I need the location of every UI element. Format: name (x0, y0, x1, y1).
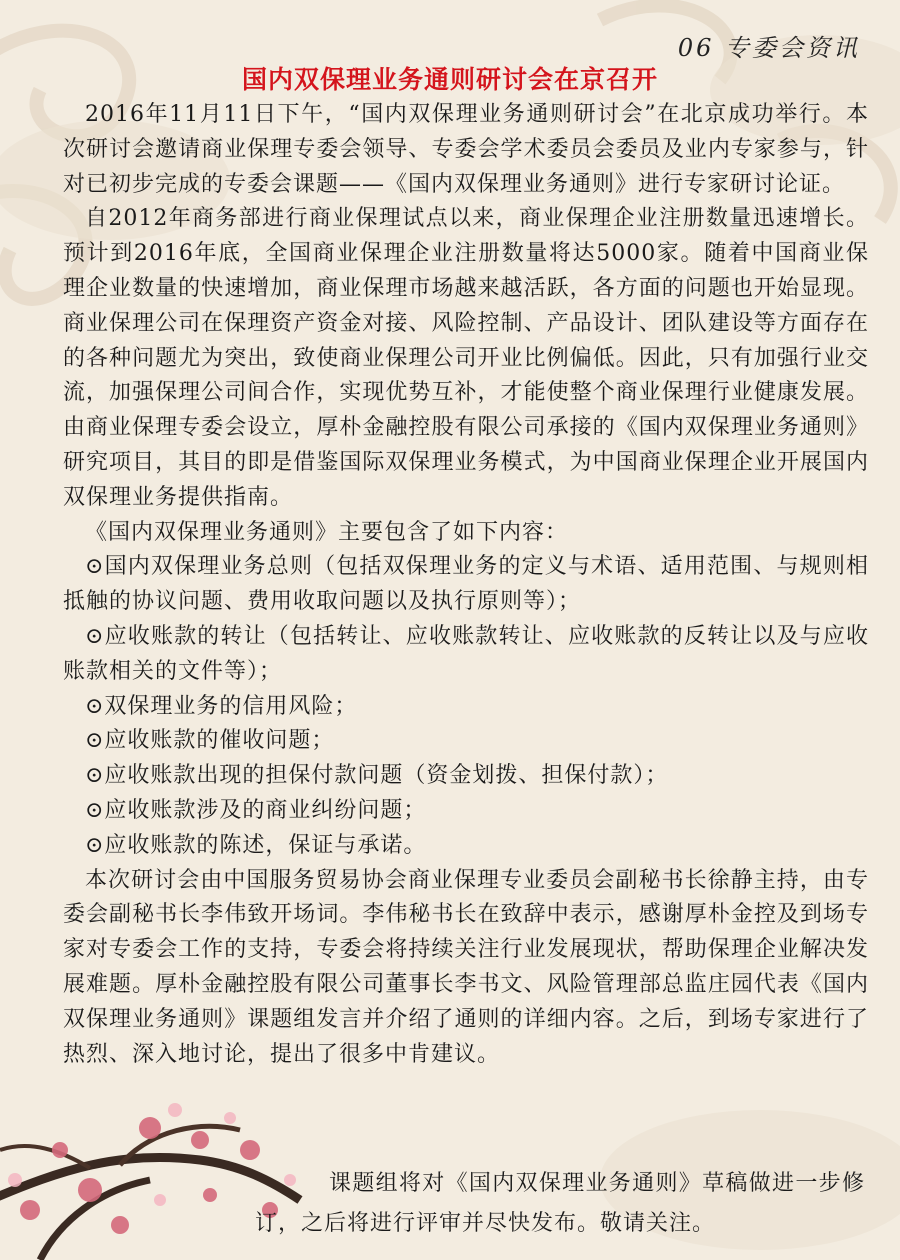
article-title: 国内双保理业务通则研讨会在京召开 (241, 65, 658, 94)
paragraph-contents-intro: 《国内双保理业务通则》主要包含了如下内容： (85, 519, 569, 545)
paragraph-summary: 本次研讨会由中国服务贸易协会商业保理专业委员会副秘书长徐静主持，由专委会副秘书长李伟致开场词。李伟秘书长在致辞中表示，感谢厚朴金控及到场专家对专委会工作的支持，专委会将持续关注行业发展现状，帮助保理企业解决发展难题。厚朴金融控股有限公司董事长李书文、风险管理部总监庄园代表《国内双保理业务通则》课题组发言并介绍了通则的详细内容。之后，到场专家进行了热烈、深入地讨论，提出了很多中肯建议。 (63, 867, 869, 1067)
list-item: ⊙应收账款的陈述，保证与承诺。 (85, 832, 427, 858)
list-item: ⊙双保理业务的信用风险； (85, 693, 358, 719)
list-item: ⊙应收账款出现的担保付款问题（资金划拨、担保付款）； (85, 763, 669, 789)
list-item: ⊙国内双保理业务总则（包括双保理业务的定义与术语、适用范围、与规则相抵触的协议问题、费用收取问题以及执行原则等）； (63, 554, 869, 615)
paragraph-closing: 课题组将对《国内双保理业务通则》草稿做进一步修订，之后将进行评审并尽快发布。敬请关注。 (255, 1171, 865, 1236)
list-item: ⊙应收账款的催收问题； (85, 728, 335, 754)
list-item: ⊙应收账款的转让（包括转让、应收账款转让、应收账款的反转让以及与应收账款相关的文件等）； (63, 623, 869, 684)
article-body (63, 98, 869, 1072)
paragraph-intro: 2016年11月11日下午，“国内双保理业务通则研讨会”在北京成功举行。本次研讨会邀请商业保理专委会领导、专委会学术委员会委员及业内专家参与，针对已初步完成的专委会课题——《国内双保理业务通则》进行专家研讨论证。 (63, 102, 869, 197)
page-section-tag: 06 专委会资讯 (677, 34, 860, 62)
list-item: ⊙应收账款涉及的商业纠纷问题； (85, 797, 427, 823)
closing-note (255, 1164, 865, 1244)
paragraph-background: 自2012年商务部进行商业保理试点以来，商业保理企业注册数量迅速增长。预计到2016年底，全国商业保理企业注册数量将达5000家。随着中国商业保理企业数量的快速增加，商业保理市场越来越活跃，各方面的问题也开始显现。商业保理公司在保理资产资金对接、风险控制、产品设计、团队建设等方面存在的各种问题尤为突出，致使商业保理公司开业比例偏低。因此，只有加强行业交流，加强保理公司间合作，实现优势互补，才能使整个商业保理行业健康发展。由商业保理专委会设立，厚朴金融控股有限公司承接的《国内双保理业务通则》研究项目，其目的即是借鉴国际双保理业务模式，为中国商业保理企业开展国内双保理业务提供指南。 (63, 206, 869, 510)
